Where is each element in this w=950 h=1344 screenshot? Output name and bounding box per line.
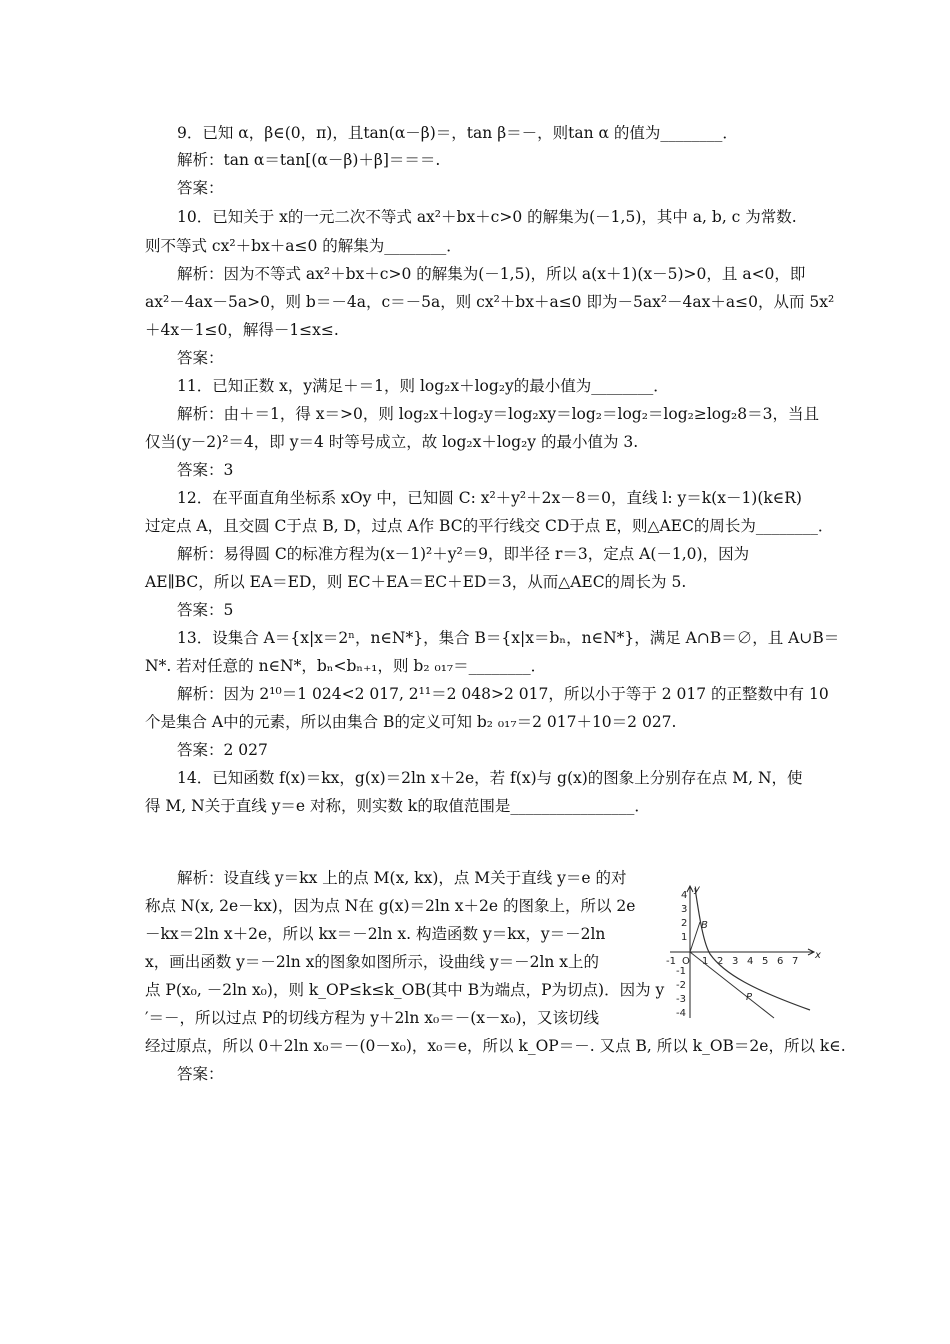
problem-10-solution-cont: ax²－4ax－5a>0，则 b＝－4a，c＝－5a，则 cx²＋bx＋a≤0 即为－5ax²－4ax＋a≤0，从而 5x²: [145, 293, 835, 311]
problem-14-question: 14．已知函数 f(x)＝kx，g(x)＝2ln x＋2e，若 f(x)与 g(x)的图象上分别存在点 M, N，使: [177, 769, 803, 787]
y-tick-label: 1: [681, 932, 688, 943]
y-tick-label: -3: [676, 994, 686, 1005]
y-tick-label: -2: [676, 980, 686, 991]
origin-label: O: [682, 956, 690, 967]
problem-9-question: 9．已知 α，β∈(0，π)，且tan(α－β)＝，tan β＝－，则tan α 的值为________．: [177, 124, 738, 142]
line-ob: [690, 922, 700, 952]
x-tick-label: 2: [717, 956, 724, 967]
problem-10-answer: 答案：: [177, 349, 224, 367]
y-tick-label: -1: [676, 966, 686, 977]
problem-14-solution-cont: 称点 N(x, 2e－kx)，因为点 N在 g(x)＝2ln x＋2e 的图象上，所以 2e: [145, 897, 636, 915]
y-tick-label: -4: [676, 1008, 686, 1019]
problem-12-answer: 答案：5: [177, 601, 234, 619]
y-axis-label: y: [694, 884, 700, 895]
problem-14-solution-cont: 经过原点，所以 0＋2ln x₀＝－(0－x₀)，x₀＝e，所以 k_OP＝－. 又点 B, 所以 k_OB＝2e，所以 k∈.: [145, 1037, 846, 1055]
x-tick-label: 6: [777, 956, 784, 967]
problem-14-solution-cont: 点 P(x₀, －2ln x₀)，则 k_OP≤k≤k_OB(其中 B为端点，P为切点)．因为 y: [145, 981, 665, 999]
x-tick-label: 4: [747, 956, 754, 967]
problem-12-question: 12．在平面直角坐标系 xOy 中，已知圆 C: x²＋y²＋2x－8＝0，直线 l: y＝k(x－1)(k∈R): [177, 489, 802, 507]
problem-13-question-cont: N*. 若对任意的 n∈N*，bₙ<bₙ₊₁，则 b₂ ₀₁₇＝________．: [145, 657, 547, 675]
problem-9-solution: 解析：tan α＝tan[(α－β)＋β]＝＝＝.: [177, 151, 441, 169]
x-tick-label: 5: [762, 956, 769, 967]
problem-10-solution-cont: ＋4x－1≤0，解得－1≤x≤.: [145, 321, 339, 339]
x-tick-label: 3: [732, 956, 739, 967]
problem-10-solution: 解析：因为不等式 ax²＋bx＋c>0 的解集为(－1,5)，所以 a(x＋1)(x－5)>0，且 a<0，即: [177, 265, 806, 283]
x-axis-label: x: [815, 950, 821, 961]
y-tick-label: 2: [681, 918, 688, 929]
problem-13-solution-cont: 个是集合 A中的元素，所以由集合 B的定义可知 b₂ ₀₁₇＝2 017＋10＝2 027.: [145, 713, 677, 731]
problem-12-solution-cont: AE∥BC，所以 EA＝ED，则 EC＋EA＝EC＋ED＝3，从而△AEC的周长为 5.: [145, 573, 687, 591]
problem-10-question: 10．已知关于 x的一元二次不等式 ax²＋bx＋c>0 的解集为(－1,5)，其中 a, b, c 为常数.: [177, 208, 797, 226]
problem-14-question-cont: 得 M, N关于直线 y＝e 对称，则实数 k的取值范围是________________．: [145, 797, 650, 815]
problem-14-solution: 解析：设直线 y＝kx 上的点 M(x, kx)，点 M关于直线 y＝e 的对: [177, 869, 627, 887]
problem-11-question: 11．已知正数 x，y满足＋＝1，则 log₂x＋log₂y的最小值为________．: [177, 377, 669, 395]
y-tick-label: 3: [681, 904, 688, 915]
problem-12-question-cont: 过定点 A，且交圆 C于点 B, D，过点 A作 BC的平行线交 CD于点 E，则△AEC的周长为________．: [145, 517, 834, 535]
x-axis: [670, 949, 814, 955]
problem-14-solution-cont: x，画出函数 y＝－2ln x的图象如图所示，设曲线 y＝－2ln x上的: [145, 953, 600, 971]
neg-2ln-x-curve: [695, 888, 810, 1010]
problem-14-solution-cont: －kx＝2ln x＋2e，所以 kx＝－2ln x. 构造函数 y＝kx，y＝－2ln: [145, 925, 606, 943]
problem-13-answer: 答案：2 027: [177, 741, 268, 759]
x-tick-label: 7: [792, 956, 799, 967]
problem-9-answer: 答案：: [177, 179, 224, 197]
problem-12-solution: 解析：易得圆 C的标准方程为(x－1)²＋y²＝9，即半径 r＝3，定点 A(－1,0)，因为: [177, 545, 750, 563]
problem-11-solution: 解析：由＋＝1，得 x＝>0，则 log₂x＋log₂y＝log₂xy＝log₂＝log₂＝log₂≥log₂8＝3，当且: [177, 405, 819, 423]
problem-13-solution: 解析：因为 2¹⁰＝1 024<2 017, 2¹¹＝2 048>2 017，所以小于等于 2 017 的正整数中有 10: [177, 685, 829, 703]
problem-13-question: 13．设集合 A＝{x|x＝2ⁿ，n∈N*}，集合 B＝{x|x＝bₙ，n∈N*}，满足 A∩B＝∅，且 A∪B＝: [177, 629, 840, 647]
x-tick-label: -1: [666, 956, 676, 967]
point-p-label: P: [746, 992, 753, 1003]
problem-10-question-cont: 则不等式 cx²＋bx＋a≤0 的解集为________．: [145, 237, 462, 255]
y-tick-label: 4: [681, 890, 688, 901]
problem-14-answer: 答案：: [177, 1065, 224, 1083]
x-tick-label: 1: [702, 956, 709, 967]
log-curve-figure: [662, 882, 822, 1022]
problem-11-answer: 答案：3: [177, 461, 234, 479]
point-b-label: B: [701, 920, 708, 931]
problem-11-solution-cont: 仅当(y－2)²＝4，即 y＝4 时等号成立，故 log₂x＋log₂y 的最小值为 3.: [145, 433, 639, 451]
problem-14-solution-cont: ′＝－，所以过点 P的切线方程为 y＋2ln x₀＝－(x－x₀)，又该切线: [145, 1009, 600, 1027]
